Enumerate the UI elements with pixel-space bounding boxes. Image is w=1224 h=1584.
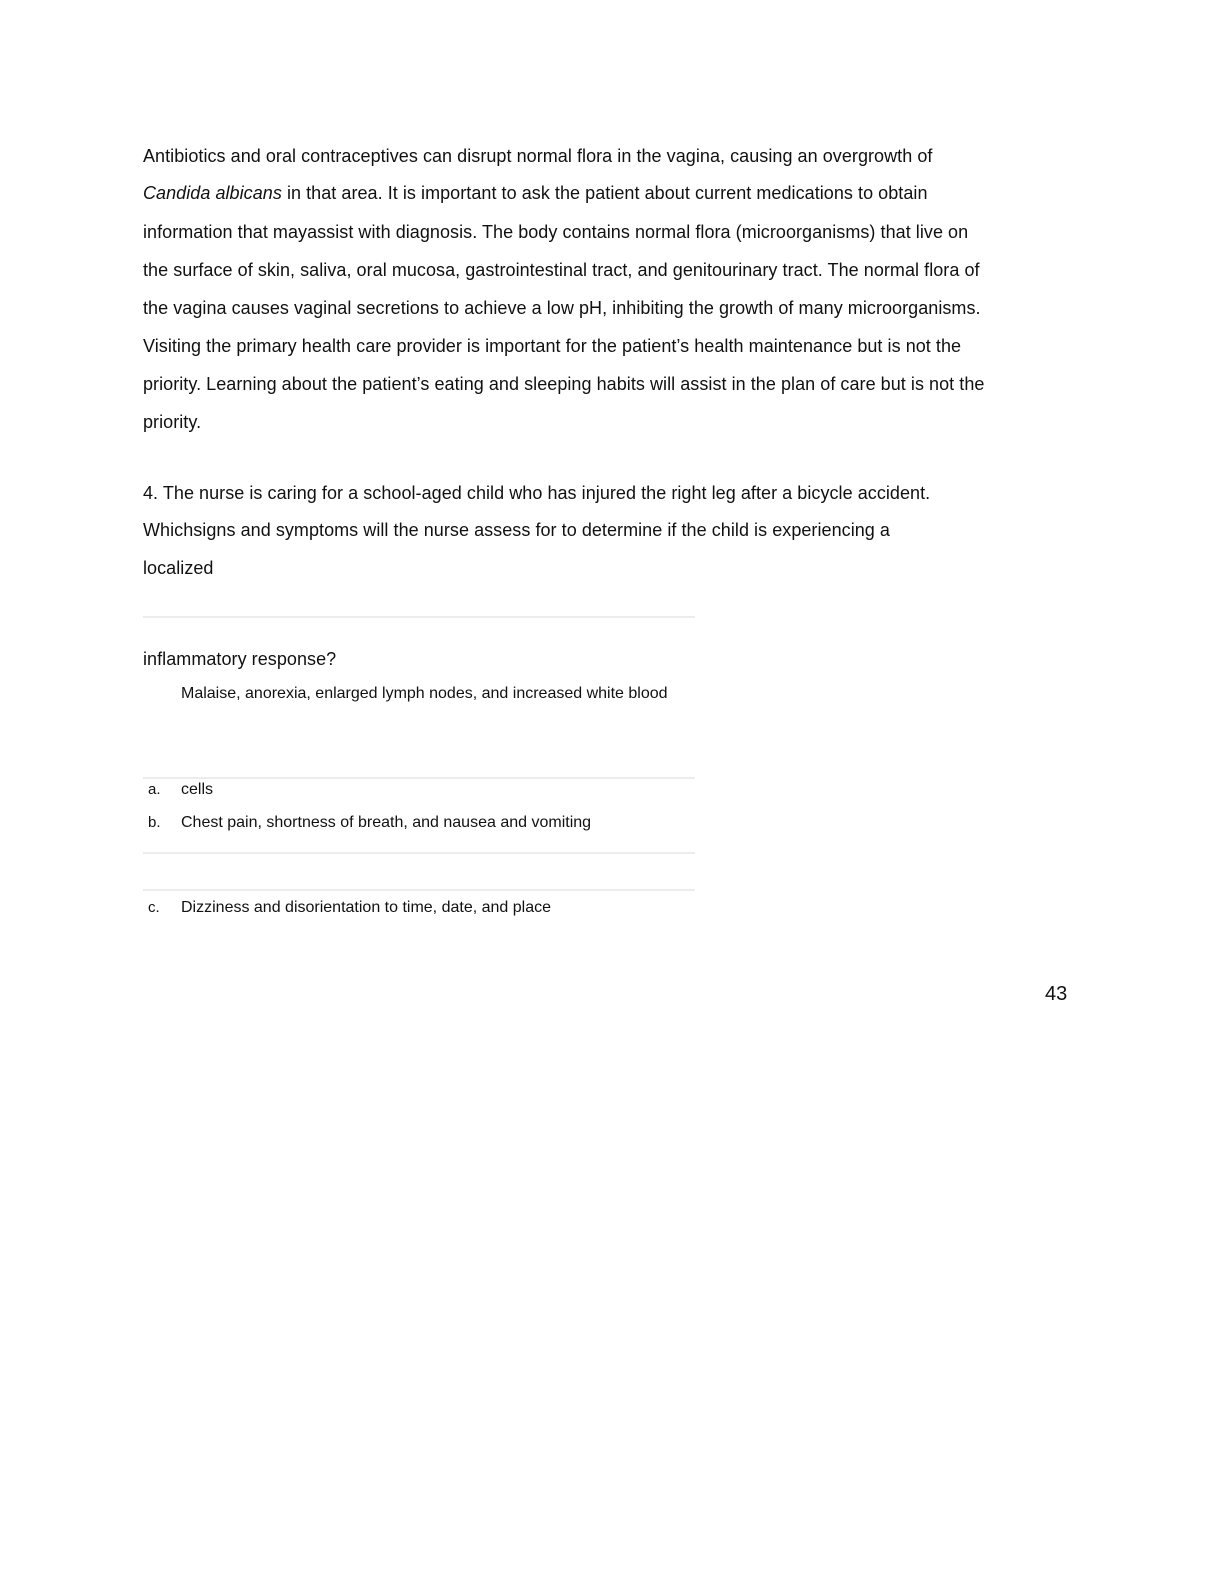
rationale-line-4: the surface of skin, saliva, oral mucosa, gastrointestinal tract, and genitourinary tract. The normal flora of bbox=[143, 260, 980, 280]
question-line-3: localized bbox=[143, 558, 214, 578]
page-number: 43 bbox=[1045, 983, 1068, 1005]
divider-rule bbox=[143, 889, 695, 891]
rationale-line-3: information that mayassist with diagnosis. The body contains normal flora (microorganisms) that live on bbox=[143, 222, 969, 242]
rationale-line-6: Visiting the primary health care provider is important for the patient’s health maintenance but is not the bbox=[143, 336, 962, 356]
option-malaise-text: Malaise, anorexia, enlarged lymph nodes, and increased white blood bbox=[181, 685, 668, 702]
species-name: Candida albicans bbox=[143, 183, 282, 203]
option-b-text: Chest pain, shortness of breath, and nausea and vomiting bbox=[181, 814, 592, 831]
question-line-4: inflammatory response? bbox=[143, 649, 337, 669]
rationale-line-2-text: in that area. It is important to ask the patient about current medications to obtain bbox=[281, 183, 928, 203]
rationale-line-2 bbox=[143, 182, 928, 204]
rationale-line-5: the vagina causes vaginal secretions to achieve a low pH, inhibiting the growth of many microorganisms. bbox=[143, 298, 981, 318]
option-c-letter: c. bbox=[148, 899, 160, 916]
divider-rule bbox=[143, 777, 695, 779]
divider-rule bbox=[143, 616, 695, 618]
divider-rule bbox=[143, 852, 695, 854]
question-line-1: 4. The nurse is caring for a school-aged child who has injured the right leg after a bicycle accident. bbox=[143, 483, 931, 503]
rationale-line-7: priority. Learning about the patient’s eating and sleeping habits will assist in the plan of care but is not the bbox=[143, 374, 985, 394]
option-a-text: cells bbox=[181, 781, 214, 798]
rationale-line-1: Antibiotics and oral contraceptives can disrupt normal flora in the vagina, causing an overgrowth of bbox=[143, 146, 933, 166]
option-b-letter: b. bbox=[148, 814, 161, 831]
option-c-text: Dizziness and disorientation to time, date, and place bbox=[181, 899, 551, 916]
question-line-2: Whichsigns and symptoms will the nurse assess for to determine if the child is experiencing a bbox=[143, 520, 890, 540]
option-a-letter: a. bbox=[148, 781, 161, 798]
rationale-line-8: priority. bbox=[143, 412, 202, 432]
